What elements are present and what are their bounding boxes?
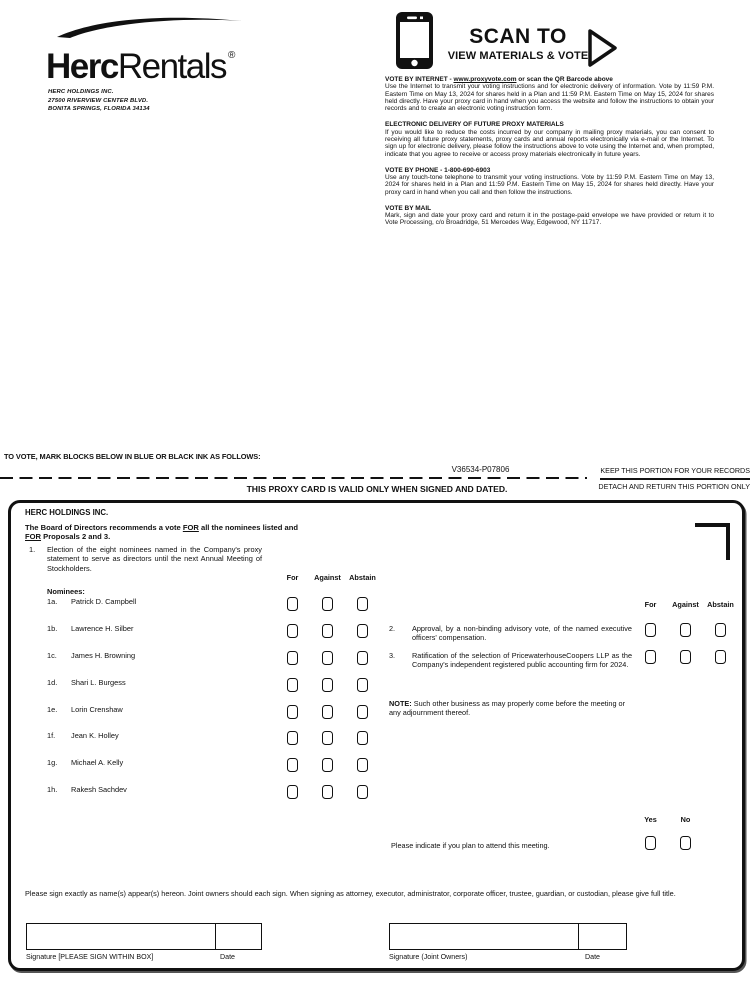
mark-blocks-instruction: TO VOTE, MARK BLOCKS BELOW IN BLUE OR BLACK INK AS FOLLOWS: [4,452,261,461]
nominee-id: 1a. [47,597,58,606]
note-text: Such other business as may properly come before the meeting or any adjournment thereof. [389,699,626,718]
checkbox-1g-abstain[interactable] [357,758,368,772]
checkbox-1d-abstain[interactable] [357,678,368,692]
vote-by-internet-heading [385,76,714,83]
checkbox-proposal3-for[interactable] [645,650,656,664]
column-label-abstain: Abstain [349,573,376,582]
nominee-row [47,678,380,705]
vote-by-mail-body: Mark, sign and date your proxy card and return it in the postage-paid envelope we have provided or return it to Vote Processing, c/o Broadridge, 51 Mercedes Way, Edgewood, NY 11717. [385,211,714,227]
checkbox-1h-against[interactable] [322,785,333,799]
nominee-row [47,597,380,624]
recommendation-text: Proposals 2 and 3. [41,532,111,542]
primary-signature-box [26,923,262,950]
attend-columns-header [633,815,703,824]
primary-date-field[interactable] [215,924,261,949]
nominee-row [47,785,380,812]
logo-swoosh-icon [54,14,244,39]
checkbox-proposal3-abstain[interactable] [715,650,726,664]
proxy-voting-card [8,500,745,971]
signature-instructions: Please sign exactly as name(s) appear(s) hereon. Joint owners should each sign. When signing as attorney, executor, administrator, corporate officer, trustee, guardian, or custodian, please give full title. [25,889,676,898]
checkbox-1a-against[interactable] [322,597,333,611]
checkbox-attend-yes[interactable] [645,836,656,850]
checkbox-1a-for[interactable] [287,597,298,611]
primary-signature-label: Signature [PLEASE SIGN WITHIN BOX] [26,953,154,961]
checkbox-proposal2-against[interactable] [680,623,691,637]
vote-by-phone-body: Use any touch-tone telephone to transmit your voting instructions. Vote by 11:59 P.M. Eastern Time on May 13, 2024 for shares held in a Plan and 11:59 P.M. Eastern Time on May 15, 2024 for shares held directly. Have your proxy card in hand when you call and then follow the instructions. [385,173,714,196]
checkbox-1f-abstain[interactable] [357,731,368,745]
scan-to-vote-block [447,26,589,62]
address-line: HERC HOLDINGS INC. [48,89,114,95]
nominee-list [47,597,380,812]
column-label-no: No [680,815,691,824]
registered-trademark-icon: ® [228,50,236,61]
scan-to-title: SCAN TO [469,25,567,48]
proposal-2 [389,624,632,642]
nominee-row [47,624,380,651]
proposal-text: Ratification of the selection of PricewaterhouseCoopers LLP as the Company's independent registered public accounting firm for 2024. [412,651,632,670]
attend-checkboxes [633,836,703,850]
address-line: 27500 RIVERVIEW CENTER BLVD. [48,97,149,104]
joint-signature-box [389,923,627,950]
vote-by-mail-heading: VOTE BY MAIL [385,204,432,212]
joint-date-field[interactable] [578,924,626,949]
column-label-against: Against [314,573,341,582]
nominee-name: James H. Browning [71,650,136,660]
checkbox-attend-no[interactable] [680,836,691,850]
checkbox-1b-for[interactable] [287,624,298,638]
logo-herc-text: Herc [46,47,118,86]
electronic-delivery-heading: ELECTRONIC DELIVERY OF FUTURE PROXY MATERIALS [385,121,564,129]
column-label-yes: Yes [644,815,657,824]
valid-when-signed-note: THIS PROXY CARD IS VALID ONLY WHEN SIGNED AND DATED. [246,484,508,494]
scan-to-subtitle: VIEW MATERIALS & VOTE [447,50,589,62]
electronic-delivery-body: If you would like to reduce the costs incurred by our company in mailing proxy materials, you can consent to receiving all future proxy statements, proxy cards and annual reports electronically via e-mail or the Internet. To sign up for electronic delivery, please follow the instructions above to vote using the Internet and, when prompted, indicate that you agree to receive or access proxy materials electronically in future years. [385,128,714,158]
vote-columns-header-left [275,573,380,582]
checkbox-proposal2-abstain[interactable] [715,623,726,637]
nominee-name: Jean K. Holley [71,731,119,741]
joint-signature-group [389,923,627,961]
checkbox-1d-against[interactable] [322,678,333,692]
date-label: Date [585,953,600,961]
checkbox-1c-against[interactable] [322,651,333,665]
checkbox-1e-abstain[interactable] [357,705,368,719]
proposal-1-election [29,545,262,573]
nominee-id: 1f. [47,731,56,741]
electronic-delivery-section [385,121,714,158]
nominee-name: Lawrence H. Silber [71,623,134,633]
checkbox-1e-for[interactable] [287,705,298,719]
other-business-note [389,699,629,717]
heading-suffix: or scan the QR Barcode above [516,76,613,83]
proposal-text: Election of the eight nominees named in the Company's proxy statement to serve as directors until the next Annual Meeting of Stockholders. [47,545,262,573]
joint-signature-label: Signature (Joint Owners) [389,953,468,961]
nominee-id: 1c. [47,650,57,660]
corner-registration-mark [695,523,730,560]
attend-meeting-text: Please indicate if you plan to attend this meeting. [391,841,550,850]
nominee-id: 1d. [47,677,58,687]
keep-portion-note: KEEP THIS PORTION FOR YOUR RECORDS [600,466,750,480]
checkbox-1h-abstain[interactable] [357,785,368,799]
board-recommendation [25,523,395,542]
proxyvote-link[interactable]: www.proxyvote.com [453,76,517,83]
checkbox-1g-against[interactable] [322,758,333,772]
column-label-for: For [286,573,299,582]
arrow-right-icon [588,29,618,67]
nominee-id: 1e. [47,704,58,714]
column-label-against: Against [672,600,699,609]
vote-by-internet-body: Use the Internet to transmit your voting instructions and for electronic delivery of information. Vote by 11:59 P.M. Eastern Time on May 13, 2024 for shares held in a Plan and 11:59 P.M. Eastern Time on May 15, 2024 for shares held directly. Have your proxy card in hand when you access the website and follow the instructions to obtain your records and to create an electronic voting instruction form. [385,83,714,113]
nominee-row [47,651,380,678]
proposal-2-checkboxes [633,623,738,637]
nominee-name: Lorin Crenshaw [71,704,123,714]
control-number: V36534-P07806 [451,465,510,474]
nominee-row [47,705,380,732]
checkbox-1c-for[interactable] [287,651,298,665]
nominee-name: Shari L. Burgess [71,677,126,687]
vote-by-phone-section [385,167,714,196]
address-line: BONITA SPRINGS, FLORIDA 34134 [48,106,150,113]
proposal-text: Approval, by a non-binding advisory vote, of the named executive officers' compensation. [412,624,632,643]
proposal-3-checkboxes [633,650,738,664]
nominee-id: 1h. [47,785,58,795]
nominee-row [47,731,380,758]
recommendation-text: all the nominees listed and [198,522,299,532]
nominee-row [47,758,380,785]
herc-rentals-logo [46,14,266,92]
proposal-number: 2. [389,624,396,633]
vote-by-mail-section [385,205,714,227]
nominees-label: Nominees: [47,587,85,596]
nominee-id: 1g. [47,758,58,768]
nominee-name: Michael A. Kelly [71,758,124,768]
checkbox-proposal3-against[interactable] [680,650,691,664]
vote-by-internet-section [385,76,714,113]
recommendation-text: The Board of Directors recommends a vote [25,522,183,532]
perforation-dashed-line [0,477,587,479]
joint-signature-field[interactable] [390,924,578,949]
checkbox-1g-for[interactable] [287,758,298,772]
recommendation-for-underlined: FOR [25,532,42,542]
checkbox-1h-for[interactable] [287,785,298,799]
checkbox-1f-for[interactable] [287,731,298,745]
proposal-3 [389,651,632,669]
column-label-for: For [644,600,657,609]
checkbox-1a-abstain[interactable] [357,597,368,611]
card-company-title: HERC HOLDINGS INC. [25,508,109,517]
detach-return-note: DETACH AND RETURN THIS PORTION ONLY [598,482,750,491]
vote-by-phone-heading: VOTE BY PHONE - 1-800-690-6903 [385,166,491,174]
checkbox-proposal2-for[interactable] [645,623,656,637]
note-label: NOTE: [389,699,412,708]
checkbox-1b-against[interactable] [322,624,333,638]
checkbox-1c-abstain[interactable] [357,651,368,665]
checkbox-1f-against[interactable] [322,731,333,745]
date-label: Date [220,953,235,961]
logo-rentals-text: Rentals [117,47,226,86]
checkbox-1d-for[interactable] [287,678,298,692]
recommendation-for-underlined: FOR [182,522,199,532]
nominee-name: Rakesh Sachdev [71,785,127,795]
checkbox-1e-against[interactable] [322,705,333,719]
column-label-abstain: Abstain [707,600,734,609]
vote-columns-header-right [633,600,738,609]
nominee-id: 1b. [47,623,58,633]
proposal-number: 1. [29,545,36,554]
heading-prefix: VOTE BY INTERNET - [385,76,454,83]
company-address [48,88,150,114]
primary-signature-field[interactable] [27,924,215,949]
nominee-name: Patrick D. Campbell [71,597,137,606]
checkbox-1b-abstain[interactable] [357,624,368,638]
smartphone-icon [396,12,433,69]
vote-instructions [385,76,714,235]
proposal-number: 3. [389,651,396,660]
primary-signature-group [26,923,262,961]
